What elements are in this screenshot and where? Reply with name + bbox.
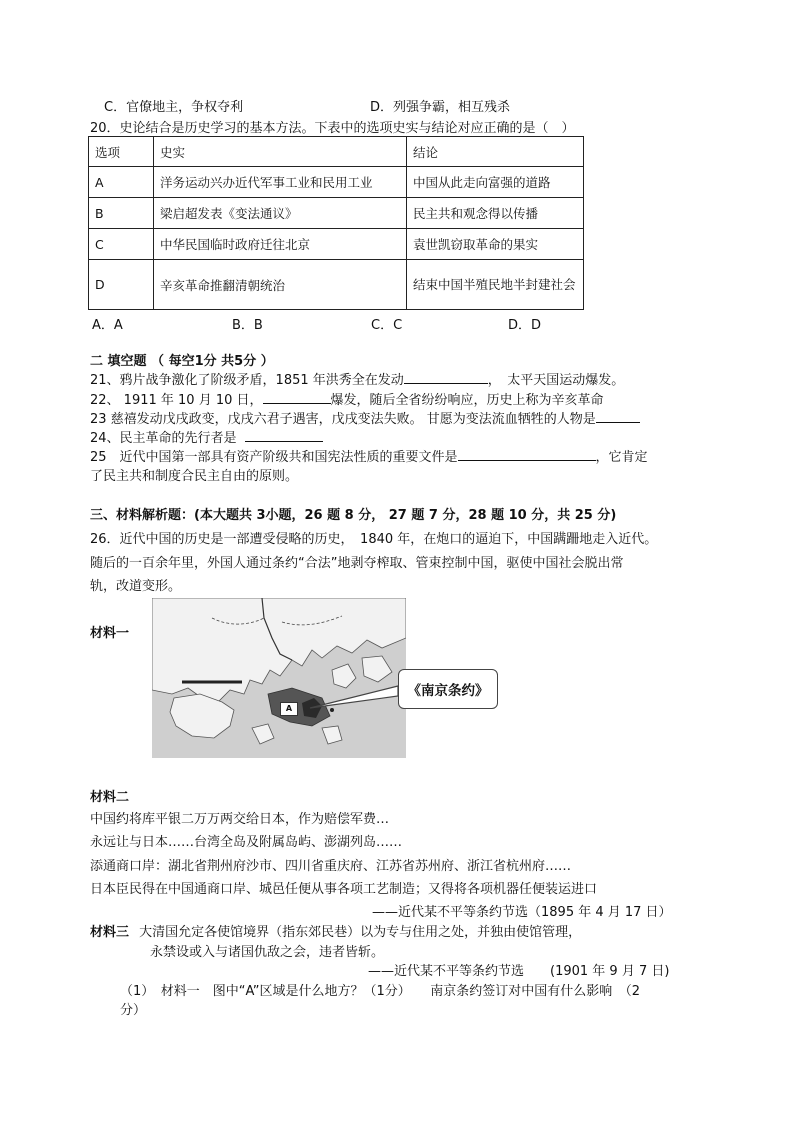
q23-blank[interactable]: [596, 408, 640, 423]
q25: 25 近代中国第一部具有资产阶级共和国宪法性质的重要文件是 ，它肯定: [90, 446, 648, 465]
q22: 22、 1911 年 10 月 10 日， 爆发，随后全省纷纷响应，历史上称为辛亥革命: [90, 389, 604, 408]
q26-line3: 轨，改道变形。: [90, 579, 182, 594]
question-line1: （1） 材料一 图中“A”区域是什么地方？（1分） 南京条约签订对中国有什么影响 （2: [120, 984, 641, 999]
hong-kong-map: [152, 598, 406, 758]
material3-label: 材料三: [90, 925, 130, 940]
question-line2: 分）: [120, 1003, 147, 1018]
row-option: A: [89, 167, 154, 198]
material2-label: 材料二: [90, 790, 130, 805]
q25-cont: 了民主共和制度合民主自由的原则。: [90, 469, 299, 484]
row-conclusion: 中国从此走向富强的道路: [407, 167, 584, 198]
callout-pointer: [160, 680, 400, 720]
section3-title: 三、材料解析题：(本大题共 3小题，26 题 8 分， 27 题 7 分，28 题 10 分，共 25 分): [90, 508, 617, 523]
row-option: B: [89, 198, 154, 229]
q20-stem: 20．史论结合是历史学习的基本方法。下表中的选项史实与结论对应正确的是（ ）: [90, 121, 575, 136]
material1-label: 材料一: [90, 626, 130, 641]
q26-line1: 26．近代中国的历史是一部遭受侵略的历史， 1840 年，在炮口的逼迫下，中国蹒跚地走入近代。: [90, 532, 658, 547]
map-marker-a: A: [280, 702, 298, 716]
section2-title: 二 填空题 （ 每空1分 共5分 ）: [90, 354, 274, 369]
header-option: 选项: [89, 137, 154, 167]
row-conclusion: 袁世凯窃取革命的果实: [407, 229, 584, 260]
row-fact: 梁启超发表《变法通议》: [154, 198, 407, 229]
material2-source: ——近代某不平等条约节选（1895 年 4 月 17 日）: [372, 905, 672, 920]
answer-c: C．C: [371, 318, 403, 333]
answer-a: A．A: [92, 318, 123, 333]
q22-blank[interactable]: [263, 389, 331, 404]
map-image: [152, 598, 406, 758]
row-fact: 中华民国临时政府迁往北京: [154, 229, 407, 260]
q25-blank[interactable]: [458, 446, 596, 461]
q23: 23 慈禧发动戊戌政变，戊戌六君子遇害，戊戌变法失败。 甘愿为变法流血牺牲的人物是: [90, 408, 640, 427]
material3-source: ——近代某不平等条约节选 (1901 年 9 月 7 日): [368, 964, 670, 979]
material2-line: 添通商口岸：湖北省荆州府沙市、四川省重庆府、江苏省苏州府、浙江省杭州府……: [90, 859, 572, 874]
table-header-row: [89, 137, 584, 167]
row-fact: 洋务运动兴办近代军事工业和民用工业: [154, 167, 407, 198]
table-row: [89, 260, 584, 310]
q26-line2: 随后的一百余年里，外国人通过条约“合法”地剥夺榨取、管束控制中国，驱使中国社会脱出常: [90, 556, 624, 571]
answer-b: B．B: [232, 318, 263, 333]
material2-line: 日本臣民得在中国通商口岸、城邑任便从事各项工艺制造；又得将各项机器任便装运进口: [90, 882, 598, 897]
material3-block: [90, 921, 581, 940]
header-conclusion: 结论: [407, 137, 584, 167]
answer-d: D．D: [508, 318, 542, 333]
q21-blank[interactable]: [404, 369, 488, 384]
q20-table: [88, 136, 584, 310]
material3-line2: 永禁设或入与诸国仇敌之会，违者皆斩。: [150, 945, 385, 960]
row-option: D: [89, 260, 154, 310]
q21: 21、鸦片战争激化了阶级矛盾，1851 年洪秀全在发动 ， 太平天国运动爆发。: [90, 369, 624, 388]
table-row: [89, 167, 584, 198]
material2-line: 中国约将库平银二万万两交给日本，作为赔偿军费…: [90, 812, 390, 827]
q19-option-c: C．官僚地主，争权夺利: [104, 100, 244, 115]
nanjing-treaty-callout: 《南京条约》: [398, 669, 498, 709]
header-fact: 史实: [154, 137, 407, 167]
row-fact: 辛亥革命推翻清朝统治: [154, 260, 407, 310]
q19-option-d: D．列强争霸，相互残杀: [370, 100, 511, 115]
material3-line1: 大清国允定各使馆境界（指东郊民巷）以为专与住用之处，并独由使馆管理，: [139, 925, 582, 940]
row-option: C: [89, 229, 154, 260]
row-conclusion: 结束中国半殖民地半封建社会: [407, 260, 584, 310]
q24-blank[interactable]: [245, 427, 323, 442]
material2-line: 永远让与日本……台湾全岛及附属岛屿、澎湖列岛……: [90, 835, 403, 850]
row-conclusion: 民主共和观念得以传播: [407, 198, 584, 229]
table-row: [89, 198, 584, 229]
q24: 24、民主革命的先行者是: [90, 427, 323, 446]
table-row: [89, 229, 584, 260]
